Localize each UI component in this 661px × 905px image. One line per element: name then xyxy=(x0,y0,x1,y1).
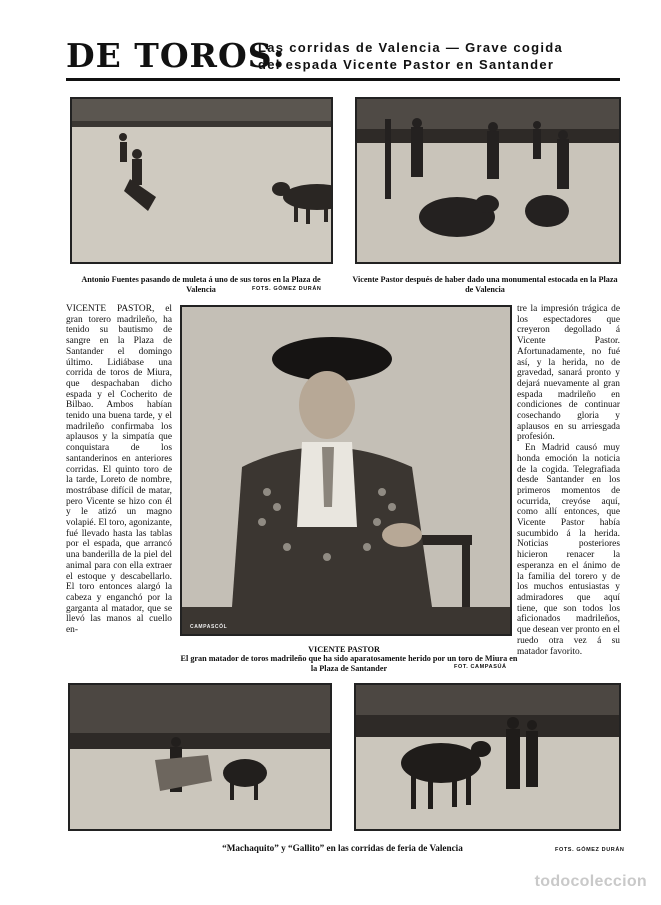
credit-bottom: FOTS. GÓMEZ DURÁN xyxy=(555,847,625,853)
subtitle-line-2: del espada Vicente Pastor en Santander xyxy=(258,57,555,72)
article-paragraph: VICENTE PASTOR, el gran torero madrileño, ha tenido su bautismo de sangre en la Plaza de Santander el domingo último. Lidiábase una corrida de toros de Miura, que despachaban dicho espada y el Cocherito de Bilbao. Ambos habían tenido una buena tarde, y el madrileño confirmaba los aplausos y la simpatía que conquistara de los santanderinos en anteriores corridas. El quinto toro de la tarde, Loreto de nombre, mostrábase difícil de matar, pero Vicente se hizo con él y le atizó un magno volapié. El toro, agonizante, fué llevado hasta las tablas por el espada, que arrancó una banderilla de la piel del animal para con ella extraer el estoque y descabellarlo. El toro entonces alargó la cabeza y enganchó por la garganta al matador, que se llevó las manos al cuello en- xyxy=(66,304,172,636)
page-title: DE TOROS: xyxy=(66,36,286,75)
photo-fuentes-muleta xyxy=(70,97,333,264)
photo-gallito xyxy=(354,683,621,831)
article-paragraph: En Madrid causó muy honda emoción la noticia de la cogida. Telegrafiada desde Santander en los primeros momentos de ocurrida, creyóse aquí, como allí entonces, que Vicente Pastor había sucumbido á la herida. Noticias posteriores hicieron renacer la esperanza en el ánimo de la familia del torero y de los muchos entusiastas y admiradores que aquí tiene, que son todos los aficionados madrileños, que desean ver pronto en el ruedo otra vez á su matador favorito. xyxy=(517,443,620,657)
matador-portrait-image xyxy=(182,307,510,634)
portrait-caption: El gran matador de toros madrileño que ha sido aparatosamente herido por un toro de Miura en la Plaza de Santander xyxy=(180,654,518,673)
watermark: todocoleccion xyxy=(534,873,647,890)
photo-machaquito xyxy=(68,683,332,831)
credit-top-left: FOTS. GÓMEZ DURÁN xyxy=(252,286,322,292)
article-left-column xyxy=(66,304,172,636)
caption-top-left: Antonio Fuentes pasando de muleta á uno de sus toros en la Plaza de Valencia xyxy=(81,275,321,294)
subtitle-line-1: Las corridas de Valencia — Grave cogida xyxy=(258,40,564,55)
photo-pastor-estocada xyxy=(355,97,621,264)
article-paragraph: tre la impresión trágica de los espectadores que creyeron degollado á Vicente Pastor. Afortunadamente, no fué así, y la herida, no de gravedad, sanará pronto y dejará nuevamente al gran espada madrileño en condiciones de continuar cosechando gloria y aplausos en su arriesgada profesión. xyxy=(517,304,620,443)
caption-bottom: “Machaquito” y “Gallito” en las corridas de feria de Valencia xyxy=(222,843,463,853)
portrait-name: VICENTE PASTOR xyxy=(308,645,380,654)
plate-signature: CAMPASCÓL xyxy=(190,624,228,630)
portrait-vicente-pastor xyxy=(180,305,512,636)
bullring-scene-image xyxy=(356,685,619,829)
bullring-scene-image xyxy=(357,99,619,262)
header-rule xyxy=(66,78,620,81)
bullring-scene-image xyxy=(72,99,331,262)
caption-top-right: Vicente Pastor después de haber dado una monumental estocada en la Plaza de Valencia xyxy=(352,275,618,294)
bullring-scene-image xyxy=(70,685,330,829)
portrait-credit: FOT. CAMPASÚÁ xyxy=(454,664,507,670)
article-right-column xyxy=(517,304,620,657)
